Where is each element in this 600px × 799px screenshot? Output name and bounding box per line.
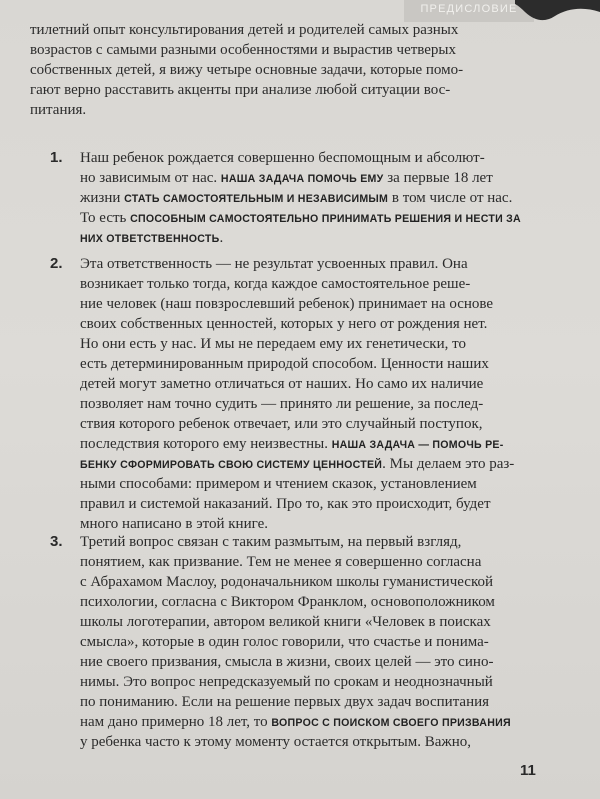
text-run: детей могут заметно отличаться от наших. Но само их наличие xyxy=(80,376,484,392)
text-run: Третий вопрос связан с таким размытым, на первый взгляд, xyxy=(80,534,462,550)
list-item-text xyxy=(80,532,596,752)
text-run: возникает только тогда, когда каждое самостоятельное реше- xyxy=(80,276,471,292)
highlighted-phrase: БЕНКУ СФОРМИРОВАТЬ СВОЮ СИСТЕМУ ЦЕННОСТЕЙ xyxy=(80,459,383,471)
text-line xyxy=(80,188,596,208)
highlighted-phrase: НАША ЗАДАЧА — ПОМОЧЬ РЕ- xyxy=(331,439,504,451)
text-run: ствия которого ребенок отвечает, или это случайный поступок, xyxy=(80,416,483,432)
text-run: психологии, согласна с Виктором Франклом, основоположником xyxy=(80,594,495,610)
text-run: ние своего призвания, смысла в жизни, своих целей — это сино- xyxy=(80,654,494,670)
text-run: тилетний опыт консультирования детей и родителей самых разных xyxy=(30,22,459,38)
text-line xyxy=(80,228,596,248)
text-run: ными способами: примером и чтением сказок, установлением xyxy=(80,476,477,492)
text-line xyxy=(80,732,596,752)
text-line xyxy=(80,394,596,414)
text-line xyxy=(80,208,596,228)
text-run: нимы. Это вопрос непредсказуемый по срокам и неоднозначный xyxy=(80,674,493,690)
text-line xyxy=(80,414,596,434)
text-run: последствия которого ему неизвестны. xyxy=(80,436,332,452)
text-line xyxy=(80,592,596,612)
text-line xyxy=(80,632,596,652)
list-item-text xyxy=(80,148,596,248)
text-run: питания. xyxy=(30,102,87,118)
text-line xyxy=(80,454,596,474)
text-run: Эта ответственность — не результат усвоенных правил. Она xyxy=(80,256,468,272)
text-line xyxy=(80,354,596,374)
text-line xyxy=(80,294,596,314)
text-run: нам дано примерно 18 лет, то xyxy=(80,714,272,730)
text-run: школы логотерапии, автором великой книги «Человек в поисках xyxy=(80,614,491,630)
text-line xyxy=(80,514,596,534)
text-line xyxy=(80,532,596,552)
text-line xyxy=(30,20,586,40)
item-number: 1. xyxy=(50,149,63,166)
text-run: возрастов с самыми разными особенностями и вырастив четверых xyxy=(30,42,457,58)
highlighted-phrase: СПОСОБНЫМ САМОСТОЯТЕЛЬНО ПРИНИМАТЬ РЕШЕНИЯ И НЕСТИ ЗА xyxy=(130,213,521,225)
highlighted-phrase: ВОПРОС С ПОИСКОМ СВОЕГО ПРИЗВАНИЯ xyxy=(271,717,511,729)
text-run: правил и системой наказаний. Про то, как это происходит, будет xyxy=(80,496,491,512)
text-run: То есть xyxy=(80,210,131,226)
text-line xyxy=(80,672,596,692)
text-run: Но они есть у нас. И мы не передаем ему их генетически, то xyxy=(80,336,466,352)
text-run: у ребенка часто к этому моменту остается открытым. Важно, xyxy=(80,734,472,750)
text-line xyxy=(80,692,596,712)
text-run: за первые 18 лет xyxy=(383,170,493,186)
text-line xyxy=(80,374,596,394)
text-run: ние человек (наш повзрослевший ребенок) принимает на основе xyxy=(80,296,494,312)
text-line xyxy=(30,100,586,120)
text-line xyxy=(30,60,586,80)
text-run: смысла», которые в один голос говорили, что счастье и понима- xyxy=(80,634,489,650)
item-number: 2. xyxy=(50,255,63,272)
text-line xyxy=(80,612,596,632)
text-line xyxy=(80,148,596,168)
text-line xyxy=(80,314,596,334)
text-line xyxy=(80,474,596,494)
text-line xyxy=(30,40,586,60)
text-run: жизни xyxy=(80,190,125,206)
text-run: по пониманию. Если на решение первых двух задач воспитания xyxy=(80,694,490,710)
text-run: Наш ребенок рождается совершенно беспомощным и абсолют- xyxy=(80,150,485,166)
text-run: много написано в этой книге. xyxy=(80,516,268,532)
item-number: 3. xyxy=(50,533,63,550)
section-title: ПРЕДИСЛОВИЕ xyxy=(420,3,518,15)
text-line xyxy=(30,80,586,100)
intro-paragraph xyxy=(30,20,586,120)
highlighted-phrase: НИХ ОТВЕТСТВЕННОСТЬ xyxy=(80,233,220,245)
highlighted-phrase: СТАТЬ САМОСТОЯТЕЛЬНЫМ И НЕЗАВИСИМЫМ xyxy=(124,193,389,205)
text-line xyxy=(80,572,596,592)
text-run: есть детерминированным природой способом. Ценности наших xyxy=(80,356,489,372)
text-run: позволяет нам точно судить — принято ли решение, за послед- xyxy=(80,396,484,412)
text-line xyxy=(80,334,596,354)
page-number: 11 xyxy=(520,762,536,779)
text-line xyxy=(80,494,596,514)
list-item-text xyxy=(80,254,596,534)
text-run: но зависимым от нас. xyxy=(80,170,221,186)
text-line xyxy=(80,168,596,188)
text-run: гают верно расставить акценты при анализе любой ситуации вос- xyxy=(30,82,451,98)
text-run: . xyxy=(219,230,224,246)
text-run: собственных детей, я вижу четыре основные задачи, которые помо- xyxy=(30,62,464,78)
text-line xyxy=(80,434,596,454)
highlighted-phrase: НАША ЗАДАЧА ПОМОЧЬ ЕМУ xyxy=(220,173,384,185)
text-run: в том числе от нас. xyxy=(388,190,513,206)
text-run: с Абрахамом Маслоу, родоначальником школы гуманистической xyxy=(80,574,493,590)
text-run: понятием, как призвание. Тем не менее я совершенно согласна xyxy=(80,554,482,570)
text-line xyxy=(80,652,596,672)
text-line xyxy=(80,712,596,732)
text-line xyxy=(80,254,596,274)
text-run: . Мы делаем это раз- xyxy=(382,456,515,472)
text-run: своих собственных ценностей, которых у него от рождения нет. xyxy=(80,316,488,332)
text-line xyxy=(80,552,596,572)
text-line xyxy=(80,274,596,294)
